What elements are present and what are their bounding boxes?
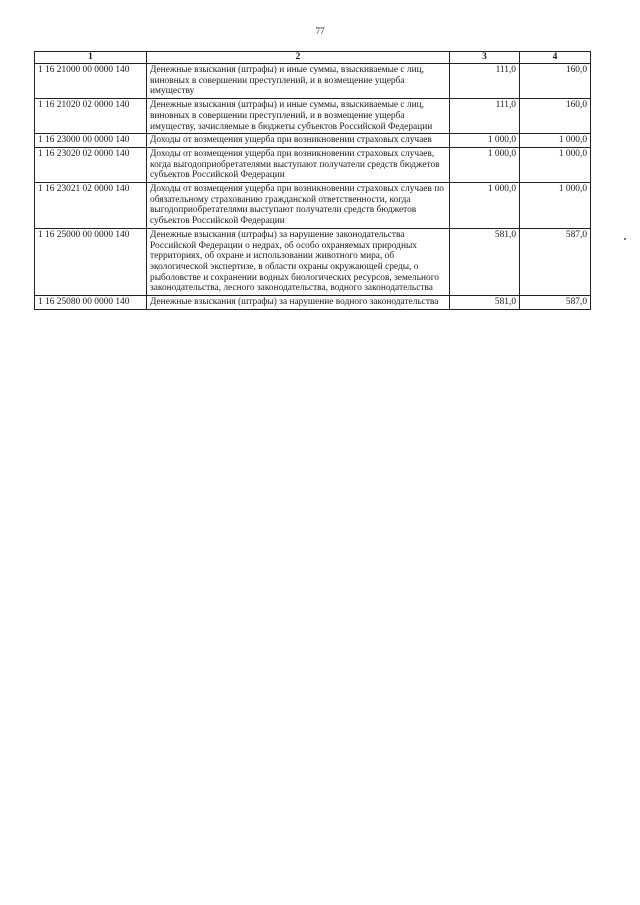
income-name-cell: Денежные взыскания (штрафы) за нарушение законодательства Российской Федерации о недрах, об особо охраняемых природных территориях, об охране и использовании животного мира, об экологической экспертизе, в области охраны окружающей среды, о рыболовстве и сохранении водных биологических ресурсов, земельного законодательства, лесного законодательства, водного законодательства xyxy=(147,228,450,295)
amount-col3-cell: 581,0 xyxy=(450,296,520,310)
amount-col3-cell: 581,0 xyxy=(450,228,520,295)
amount-col3-cell: 1 000,0 xyxy=(450,147,520,182)
amount-col4-cell: 160,0 xyxy=(520,64,591,99)
budget-code-cell: 1 16 25080 00 0000 140 xyxy=(35,296,147,310)
amount-col4-cell: 587,0 xyxy=(520,296,591,310)
amount-col4-cell: 1 000,0 xyxy=(520,147,591,182)
table-row xyxy=(35,147,591,182)
income-name-cell: Денежные взыскания (штрафы) и иные суммы, взыскиваемые с лиц, виновных в совершении преступлений, и в возмещение ущерба имуществу, зачисляемые в бюджеты субъектов Российской Федерации xyxy=(147,99,450,134)
amount-col4-cell: 1 000,0 xyxy=(520,134,591,148)
amount-col3-cell: 111,0 xyxy=(450,64,520,99)
table-row xyxy=(35,183,591,229)
budget-code-cell: 1 16 23021 02 0000 140 xyxy=(35,183,147,229)
amount-col3-cell: 1 000,0 xyxy=(450,134,520,148)
table-row xyxy=(35,99,591,134)
income-name-cell: Денежные взыскания (штрафы) за нарушение водного законодательства xyxy=(147,296,450,310)
budget-code-cell: 1 16 21000 00 0000 140 xyxy=(35,64,147,99)
column-header-4: 4 xyxy=(520,52,591,64)
column-header-1: 1 xyxy=(35,52,147,64)
amount-col3-cell: 111,0 xyxy=(450,99,520,134)
table-row xyxy=(35,296,591,310)
income-name-cell: Доходы от возмещения ущерба при возникновении страховых случаев, когда выгодоприобретателями выступают получатели средств бюджетов субъектов Российской Федерации xyxy=(147,147,450,182)
amount-col3-cell: 1 000,0 xyxy=(450,183,520,229)
income-name-cell: Доходы от возмещения ущерба при возникновении страховых случаев xyxy=(147,134,450,148)
budget-code-cell: 1 16 21020 02 0000 140 xyxy=(35,99,147,134)
budget-code-cell: 1 16 23020 02 0000 140 xyxy=(35,147,147,182)
table-row xyxy=(35,228,591,295)
scan-speck xyxy=(624,238,626,240)
table-row xyxy=(35,64,591,99)
column-header-3: 3 xyxy=(450,52,520,64)
budget-code-cell: 1 16 25000 00 0000 140 xyxy=(35,228,147,295)
amount-col4-cell: 160,0 xyxy=(520,99,591,134)
budget-code-cell: 1 16 23000 00 0000 140 xyxy=(35,134,147,148)
income-name-cell: Денежные взыскания (штрафы) и иные суммы, взыскиваемые с лиц, виновных в совершении преступлений, и в возмещение ущерба имуществу xyxy=(147,64,450,99)
amount-col4-cell: 587,0 xyxy=(520,228,591,295)
table-row xyxy=(35,134,591,148)
budget-table xyxy=(34,51,591,310)
income-name-cell: Доходы от возмещения ущерба при возникновении страховых случаев по обязательному страхованию гражданской ответственности, когда выгодоприобретателями выступают получатели средств бюджетов субъектов Российской Федерации xyxy=(147,183,450,229)
column-header-2: 2 xyxy=(147,52,450,64)
amount-col4-cell: 1 000,0 xyxy=(520,183,591,229)
table-header-row xyxy=(35,52,591,64)
page-number: 77 xyxy=(315,26,325,36)
